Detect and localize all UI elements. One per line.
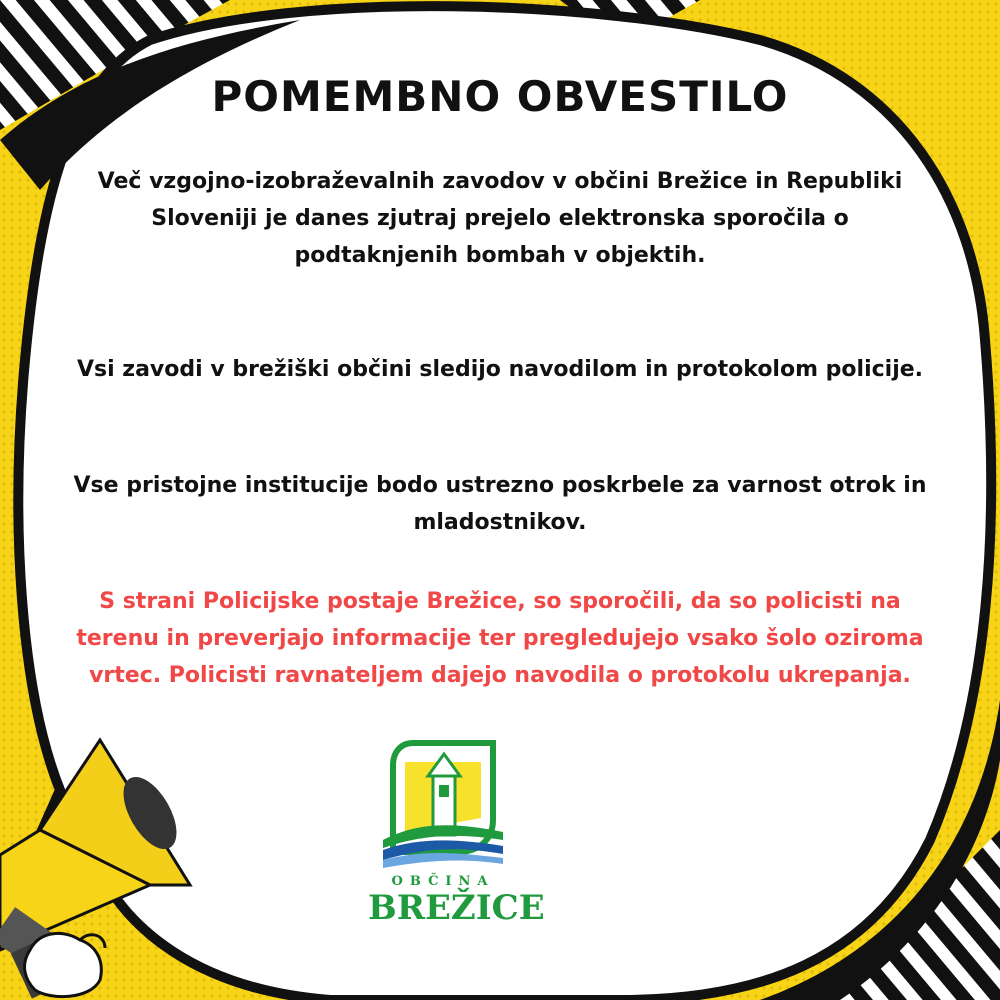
text-line: Vse pristojne institucije bodo ustrezno poskrbele za varnost otrok in [73,473,927,498]
text-line: Vsi zavodi v brežiški občini sledijo navodilom in protokolom policije. [76,357,924,382]
paragraph-schools-emails [30,163,970,274]
text-line: podtaknjenih bombah v objektih. [294,243,706,268]
text-line: mladostnikov. [413,510,587,535]
logo-text-obcina: OBČINA [391,874,495,889]
page-title: POMEMBNO OBVESTILO [211,72,789,121]
municipality-logo [368,728,545,928]
logo-text-brezice: BREŽICE [368,888,545,928]
municipality-logo-icon [383,740,503,870]
paragraph-institutions-safety [30,467,970,541]
text-line: terenu in preverjajo informacije ter pregledujejo vsako šolo oziroma [76,626,924,651]
text-line: vrtec. Policisti ravnateljem dajejo navodila o protokolu ukrepanja. [89,663,911,688]
paragraph-police-protocol [30,351,970,388]
text-line: Sloveniji je danes zjutraj prejelo elektronska sporočila o [151,206,849,231]
text-line: S strani Policijske postaje Brežice, so sporočili, da so policisti na [99,589,901,614]
paragraph-police-statement [30,583,970,694]
text-line: Več vzgojno-izobraževalnih zavodov v občini Brežice in Republiki [97,169,903,194]
